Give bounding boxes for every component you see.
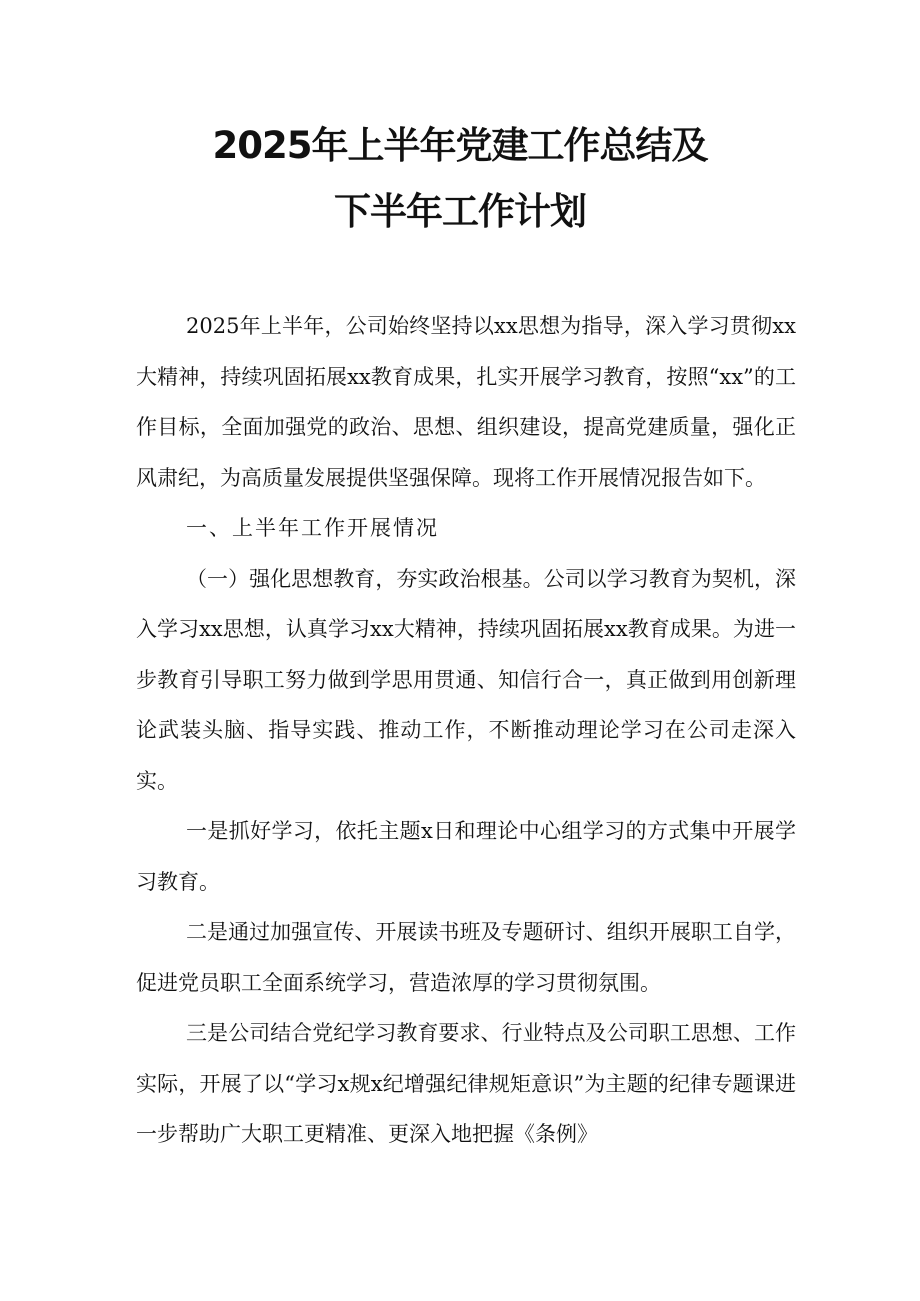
section-heading: 一、上半年工作开展情况 [186, 516, 439, 540]
intro-paragraph: 2025年上半年，公司始终坚持以xx思想为指导，深入学习贯彻xx大精神，持续巩固拓展xx教育成果，扎实开展学习教育，按照“xx”的工作目标，全面加强党的政治、思想、组织建设，提高党建质量，强化正风肃纪，为高质量发展提供坚强保障。现将工作开展情况报告如下。 [136, 314, 796, 490]
document-title-line-2: 下半年工作计划 [334, 190, 586, 233]
subsection-paragraph: （一）强化思想教育，夯实政治根基。公司以学习教育为契机，深入学习xx思想，认真学习xx大精神，持续巩固拓展xx教育成果。为进一步教育引导职工努力做到学思用贯通、知信行合一，真正做到用创新理论武装头脑、指导实践、推动工作，不断推动理论学习在公司走深入实。 [136, 566, 796, 793]
document-body [136, 301, 796, 1160]
point-one-paragraph: 一是抓好学习，依托主题x日和理论中心组学习的方式集中开展学习教育。 [136, 819, 796, 894]
point-two-paragraph: 二是通过加强宣传、开展读书班及专题研讨、组织开展职工自学，促进党员职工全面系统学习，营造浓厚的学习贯彻氛围。 [136, 920, 796, 995]
document-title-line-1: 2025年上半年党建工作总结及 [212, 124, 708, 167]
point-three-paragraph: 三是公司结合党纪学习教育要求、行业特点及公司职工思想、工作实际，开展了以“学习x规x纪增强纪律规矩意识”为主题的纪律专题课进一步帮助广大职工更精准、更深入地把握《条例》 [136, 1021, 796, 1146]
